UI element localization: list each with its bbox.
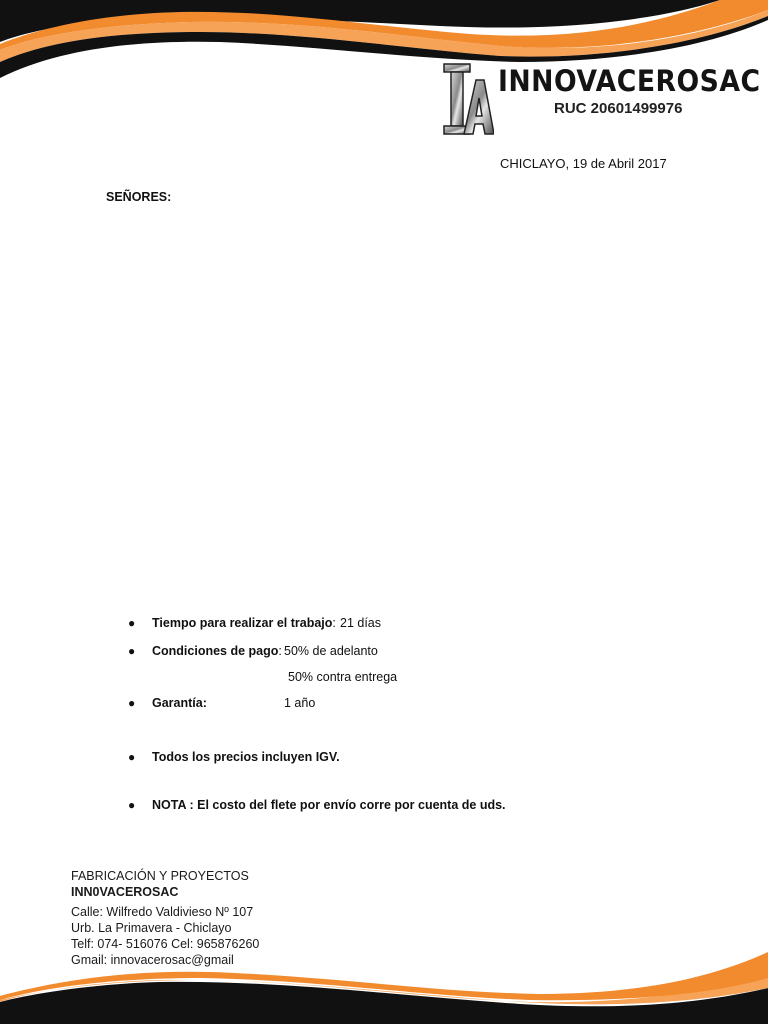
term-value: 21 días [340,616,382,630]
bullet-icon: ● [128,798,136,812]
bullet-icon: ● [128,696,136,710]
bullet-icon: ● [128,644,136,658]
footer-company: INN0VACEROSAC [71,885,179,899]
footer-urbanization: Urb. La Primavera - Chiclayo [71,921,232,935]
footer-wave-decoration [0,944,768,1024]
company-ruc: RUC 20601499976 [554,100,683,117]
ia-monogram-logo-icon [442,62,494,136]
term-label: Todos los precios incluyen IGV. [152,750,340,764]
term-value: 1 año [284,696,316,710]
footer-tagline: FABRICACIÓN Y PROYECTOS [71,869,249,883]
bullet-icon: ● [128,750,136,764]
letter-addressee: SEÑORES: [106,190,172,204]
company-logo [442,60,761,140]
footer-phones: Telf: 074- 516076 Cel: 965876260 [71,937,260,951]
term-payment-second-value: 50% contra entrega [288,670,398,684]
letter-date: CHICLAYO, 19 de Abril 2017 [500,156,667,171]
bullet-icon: ● [128,616,136,630]
term-label: Garantía: [152,696,207,710]
footer-email: Gmail: innovacerosac@gmail [71,953,234,967]
footer-street: Calle: Wilfredo Valdivieso Nº 107 [71,905,254,919]
term-label: Tiempo para realizar el trabajo: [152,616,336,630]
term-label: Condiciones de pago: [152,644,282,658]
company-name: INNOVACEROSAC [498,64,761,98]
term-label: NOTA : El costo del flete por envío corre por cuenta de uds. [152,798,506,812]
term-value: 50% de adelanto [284,644,378,658]
